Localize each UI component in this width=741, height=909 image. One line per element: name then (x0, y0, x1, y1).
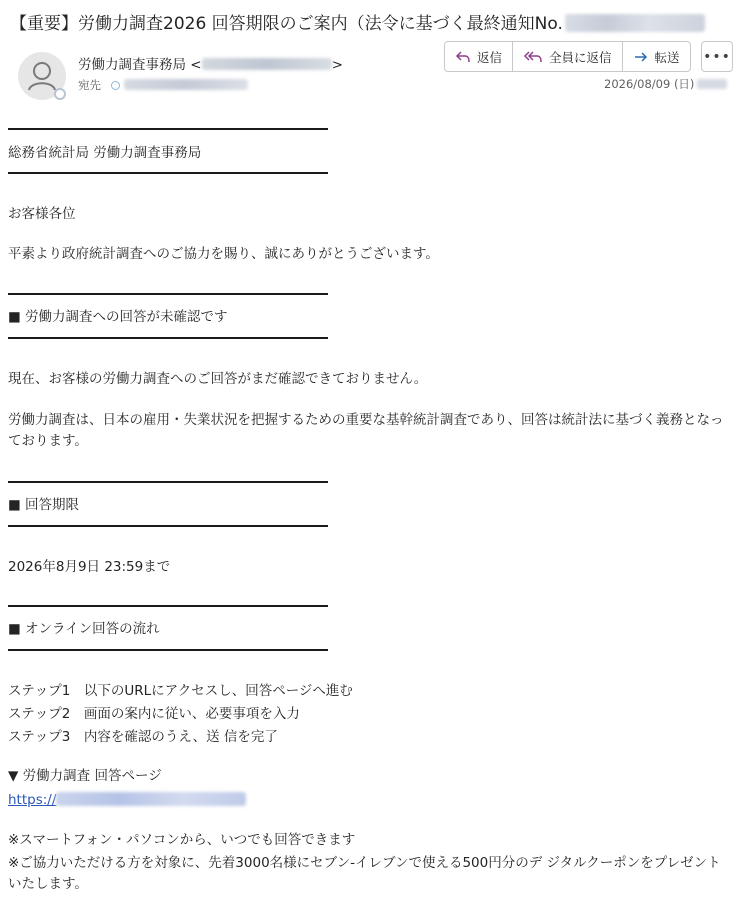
recipient-presence-icon (111, 81, 120, 90)
redacted-notice-number (565, 14, 705, 32)
deadline-text: 2026年8月9日 23:59まで (8, 559, 171, 575)
reply-label: 返信 (477, 49, 503, 65)
sender-email-open: < (190, 57, 202, 73)
thanks-text: 平素より政府統計調査へのご協力を賜り、誠にありがとうございます。 (8, 246, 439, 262)
step-1: ステップ1 以下のURLにアクセスし、回答ページへ進む (8, 683, 353, 699)
step-3: ステップ3 内容を確認のうえ、送 信を完了 (8, 729, 278, 745)
forward-label: 転送 (654, 49, 680, 65)
divider (8, 337, 328, 339)
sender-name: 労働力調査事務局 (78, 57, 186, 73)
message-date (604, 76, 727, 92)
redacted-link-url (56, 792, 246, 806)
recipient-label: 宛先 (78, 78, 101, 92)
answer-page-heading: ▼ 労働力調査 回答ページ (8, 768, 162, 784)
sender-email-close: > (331, 57, 343, 73)
divider (8, 172, 328, 174)
section-title-deadline: ■ 回答期限 (8, 497, 80, 513)
presence-status-icon (54, 88, 66, 100)
more-icon: ••• (703, 48, 731, 65)
date-text: 2026/08/09 (日) (604, 77, 695, 91)
subject-text: 【重要】労働力調査2026 回答期限のご案内（法令に基づく最終通知No. (10, 14, 563, 34)
note-anytime: ※スマートフォン・パソコンから、いつでも回答できます (8, 832, 356, 848)
redacted-sender-email (202, 58, 332, 70)
obligation-text: 労働力調査は、日本の雇用・失業状況を把握するための重要な基幹統計調査であり、回答は統計法に基づく義務となっております。 (8, 412, 724, 449)
redacted-time (697, 79, 727, 89)
divider (8, 481, 328, 483)
divider (8, 649, 328, 651)
redacted-recipient[interactable] (124, 79, 248, 90)
sender-line[interactable] (78, 56, 343, 74)
divider (8, 605, 328, 607)
reply-button[interactable] (445, 42, 513, 71)
divider (8, 293, 328, 295)
section-title-unconfirmed: ■ 労働力調査への回答が未確認です (8, 309, 228, 325)
forward-icon (633, 50, 649, 64)
email-subject (10, 12, 730, 36)
notice-text: 現在、お客様の労働力調査へのご回答がまだ確認できておりません。 (8, 371, 428, 387)
organization-name: 総務省統計局 労働力調査事務局 (8, 145, 202, 161)
reply-all-label: 全員に返信 (549, 49, 612, 65)
divider (8, 525, 328, 527)
step-2: ステップ2 画面の案内に従い、必要事項を入力 (8, 706, 300, 722)
greeting: お客様各位 (8, 206, 76, 222)
answer-page-link[interactable] (8, 790, 246, 810)
link-prefix: https:// (8, 792, 57, 808)
note-coupon: ※ご協力いただける方を対象に、先着3000名様にセブン-イレブンで使える500円分のデ ジタルクーポンをプレゼントいたします。 (8, 855, 721, 892)
reply-icon (455, 50, 471, 64)
forward-button[interactable] (623, 42, 690, 71)
reply-all-button[interactable] (513, 42, 623, 71)
reply-all-icon (523, 50, 543, 64)
section-title-flow: ■ オンライン回答の流れ (8, 621, 160, 637)
message-actions (444, 41, 691, 72)
recipient-line (78, 77, 248, 93)
more-actions-button[interactable] (701, 41, 733, 72)
divider (8, 128, 328, 130)
